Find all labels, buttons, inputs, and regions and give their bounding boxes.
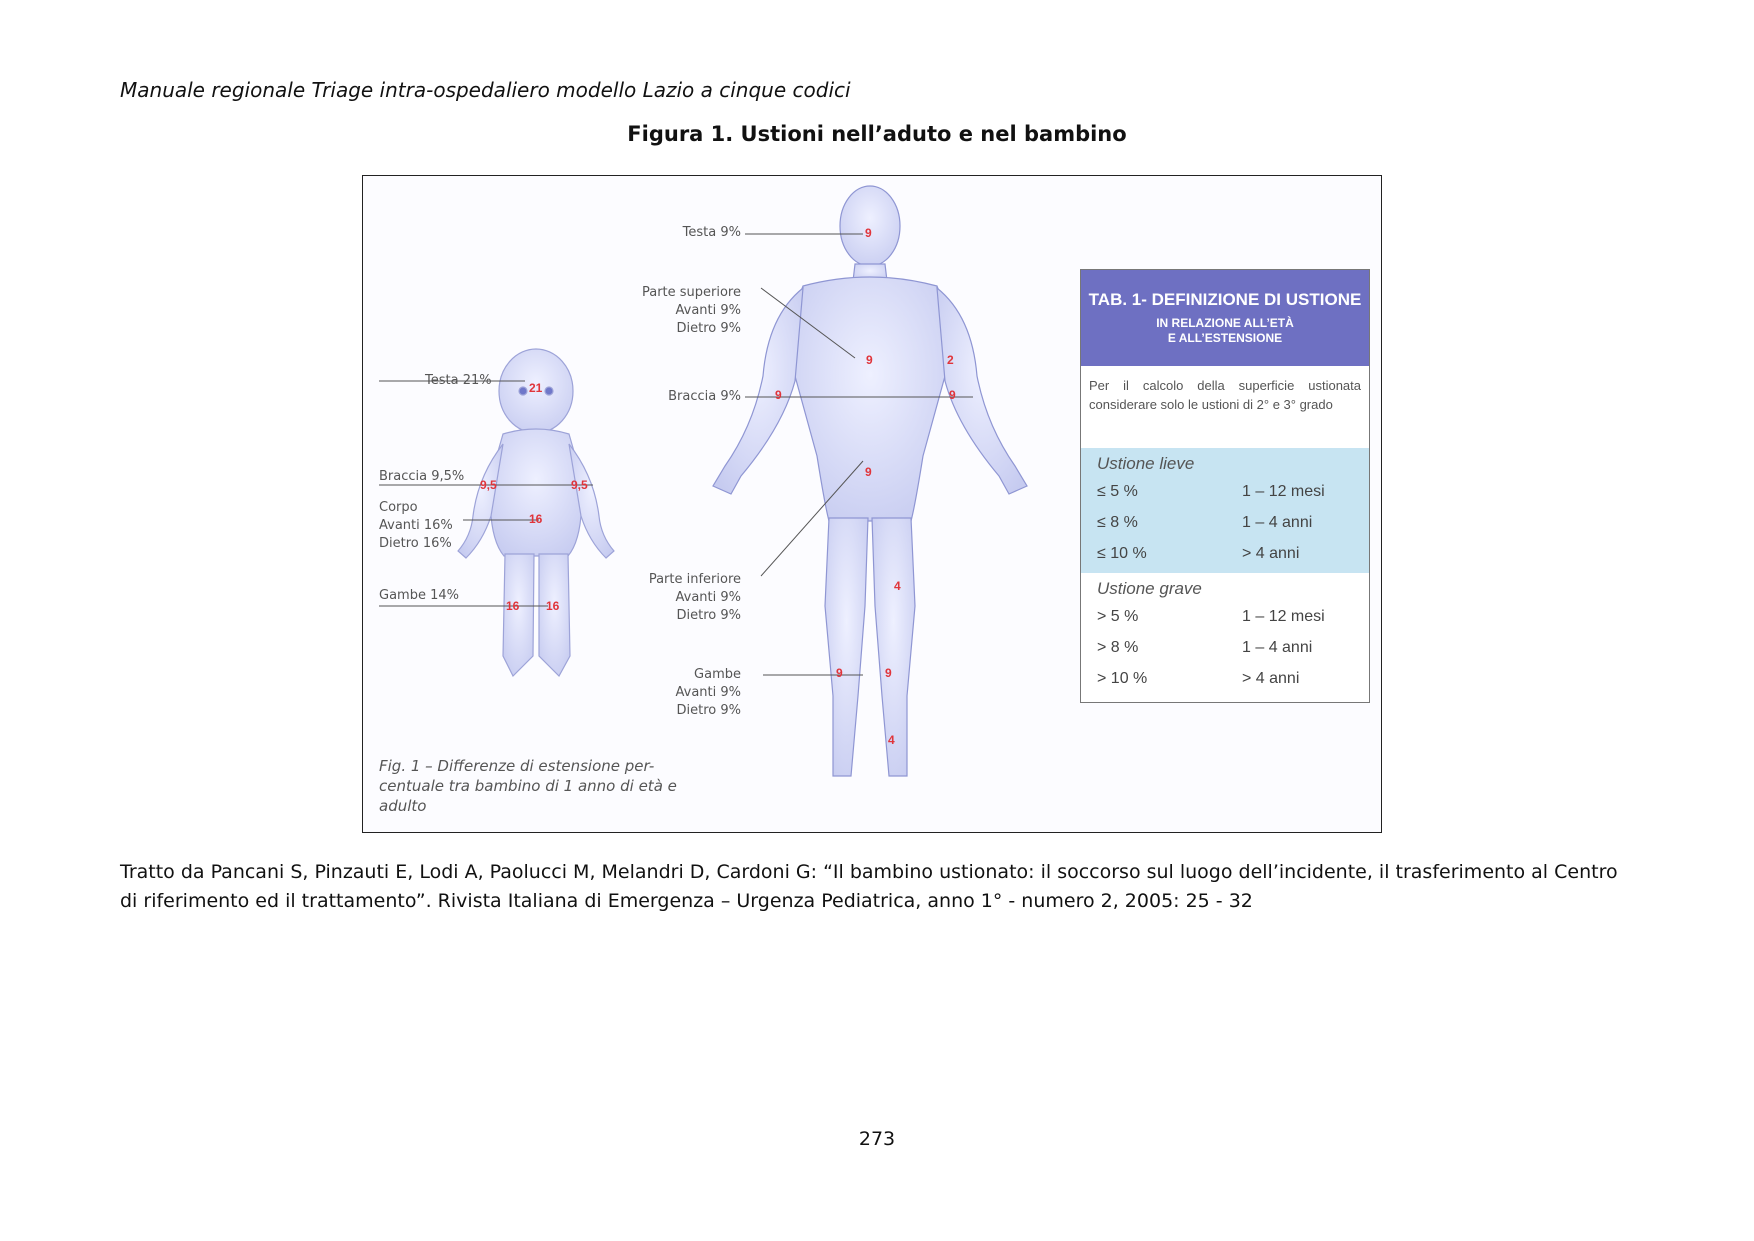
row-percent: ≤ 5 % <box>1097 483 1138 500</box>
child-mark-arm-right: 9,5 <box>571 478 588 492</box>
table-subtitle-1: IN RELAZIONE ALL’ETÀ <box>1156 316 1294 330</box>
adult-figure <box>713 186 1027 776</box>
child-label-dietro: Dietro 16% <box>379 536 452 551</box>
row-percent: > 8 % <box>1097 639 1139 656</box>
table-row <box>1097 507 1369 538</box>
adult-mark-thigh: 4 <box>894 579 901 593</box>
row-age: 1 – 4 anni <box>1242 639 1313 656</box>
burn-definition-table <box>1080 269 1370 703</box>
source-citation: Tratto da Pancani S, Pinzauti E, Lodi A, Paolucci M, Melandri D, Cardoni G: “Il bambino ustionato: il soccorso sul luogo dell’incidente, il trasferimento al Centro di riferimento ed il trattamento”. Rivista Italiana di Emergenza – Urgenza Pediatrica, anno 1° - numero 2, 2005: 25 - 32 <box>120 861 1618 912</box>
table-subtitle-2: E ALL’ESTENSIONE <box>1167 331 1283 345</box>
section-lieve-title: Ustione lieve <box>1097 454 1195 473</box>
table-row <box>1097 476 1369 507</box>
adult-mark-arm-right: 9 <box>949 388 956 402</box>
row-age: 1 – 12 mesi <box>1242 483 1325 500</box>
row-percent: > 5 % <box>1097 608 1139 625</box>
child-label-braccia: Braccia 9,5% <box>379 469 465 484</box>
adult-mark-arm-left: 9 <box>775 388 782 402</box>
row-percent: ≤ 10 % <box>1097 545 1147 562</box>
page-number: 273 <box>858 1128 896 1150</box>
adult-label-testa: Testa 9% <box>682 225 741 240</box>
adult-label-gambe-dietro: Dietro 9% <box>676 703 741 718</box>
adult-label-sup-avanti: Avanti 9% <box>675 303 741 318</box>
adult-mark-side: 2 <box>947 353 954 367</box>
adult-mark-head: 9 <box>865 226 872 240</box>
row-percent: ≤ 8 % <box>1097 514 1138 531</box>
child-mark-head: 21 <box>529 381 543 395</box>
table-header <box>1081 270 1369 366</box>
section-grave <box>1081 573 1369 698</box>
table-row <box>1097 632 1369 663</box>
table-note: Per il calcolo della superficie ustionata considerare solo le ustioni di 2° e 3° grado <box>1089 378 1361 412</box>
adult-mark-chest: 9 <box>866 353 873 367</box>
child-mark-leg-left: 16 <box>506 599 520 613</box>
child-mark-body: 16 <box>529 512 543 526</box>
section-lieve <box>1081 448 1369 573</box>
figure-caption: Fig. 1 – Differenze di estensione per-centuale tra bambino di 1 anno di età e adulto <box>379 757 677 815</box>
adult-label-inf-avanti: Avanti 9% <box>675 590 741 605</box>
adult-label-braccia: Braccia 9% <box>668 389 741 404</box>
child-label-avanti: Avanti 16% <box>379 518 453 533</box>
adult-mark-leg-right: 9 <box>885 666 892 680</box>
child-mark-leg-right: 16 <box>546 599 560 613</box>
adult-label-inf-dietro: Dietro 9% <box>676 608 741 623</box>
adult-label-gambe-avanti: Avanti 9% <box>675 685 741 700</box>
burn-figure <box>362 175 1382 833</box>
row-age: > 4 anni <box>1242 670 1300 687</box>
table-row <box>1097 601 1369 632</box>
adult-mark-abdomen: 9 <box>865 465 872 479</box>
table-row <box>1097 538 1369 569</box>
child-label-gambe: Gambe 14% <box>379 588 459 603</box>
figure-title: Figura 1. Ustioni nell’aduto e nel bambino <box>627 122 1127 146</box>
row-age: 1 – 4 anni <box>1242 514 1313 531</box>
row-percent: > 10 % <box>1097 670 1148 687</box>
running-header: Manuale regionale Triage intra-ospedaliero modello Lazio a cinque codici <box>120 78 851 102</box>
adult-label-sup-title: Parte superiore <box>641 285 741 300</box>
child-label-testa: Testa 21% <box>425 373 492 388</box>
section-grave-title: Ustione grave <box>1097 579 1202 598</box>
table-title: TAB. 1- DEFINIZIONE DI USTIONE <box>1088 290 1362 309</box>
child-label-corpo: Corpo <box>379 500 418 515</box>
row-age: 1 – 12 mesi <box>1242 608 1325 625</box>
adult-label-gambe: Gambe <box>694 667 741 682</box>
child-mark-arm-left: 9,5 <box>480 478 497 492</box>
adult-mark-shin: 4 <box>888 733 895 747</box>
adult-mark-leg-left: 9 <box>836 666 843 680</box>
row-age: > 4 anni <box>1242 545 1300 562</box>
table-row <box>1097 663 1369 694</box>
adult-label-sup-dietro: Dietro 9% <box>676 321 741 336</box>
adult-label-inf-title: Parte inferiore <box>648 572 741 587</box>
